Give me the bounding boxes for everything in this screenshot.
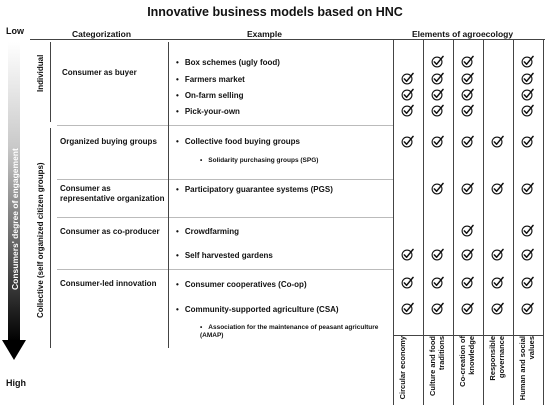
- category-organized: Organized buying groups: [60, 137, 157, 146]
- header-elements: Elements of agroecology: [412, 29, 514, 39]
- header-categorization: Categorization: [72, 29, 132, 39]
- check-icon: [491, 276, 504, 289]
- axis-label: Consumers' degree of engagement: [10, 148, 20, 290]
- example-item: • Pick-your-own: [176, 107, 240, 116]
- diagram-title: Innovative business models based on HNC: [147, 5, 403, 19]
- group-collective: Collective (self organized citizen groups): [36, 162, 45, 318]
- check-icon: [521, 224, 534, 237]
- category-led: Consumer-led innovation: [60, 279, 157, 288]
- element-header-culture: Culture and food traditions: [428, 336, 446, 396]
- check-icon: [521, 88, 534, 101]
- check-icon: [461, 55, 474, 68]
- check-icon: [401, 88, 414, 101]
- check-icon: [461, 248, 474, 261]
- check-icon: [401, 72, 414, 85]
- example-item: • Community-supported agriculture (CSA): [176, 305, 339, 314]
- check-icon: [431, 248, 444, 261]
- check-icon: [521, 135, 534, 148]
- example-item: • On-farm selling: [176, 91, 244, 100]
- example-item: • Farmers market: [176, 75, 245, 84]
- check-icon: [521, 72, 534, 85]
- check-icon: [491, 135, 504, 148]
- check-icon: [431, 182, 444, 195]
- element-header-governance: Responsible governance: [488, 336, 506, 381]
- example-item: • Consumer cooperatives (Co-op): [176, 280, 307, 289]
- header-example: Example: [247, 29, 282, 39]
- category-representative: Consumer as representative organization: [60, 184, 165, 203]
- element-header-circular: Circular economy: [398, 336, 407, 400]
- element-header-cocreation: Co-creation of knowledge: [458, 336, 476, 387]
- check-icon: [521, 182, 534, 195]
- example-item: • Participatory guarantee systems (PGS): [176, 185, 333, 194]
- group-individual: Individual: [36, 54, 45, 92]
- check-icon: [521, 104, 534, 117]
- check-icon: [491, 302, 504, 315]
- check-icon: [491, 248, 504, 261]
- check-icon: [491, 182, 504, 195]
- check-icon: [431, 88, 444, 101]
- low-label: Low: [6, 26, 24, 36]
- check-icon: [401, 302, 414, 315]
- check-icon: [401, 135, 414, 148]
- category-coproducer: Consumer as co-producer: [60, 227, 160, 236]
- category-buyer: Consumer as buyer: [62, 68, 137, 77]
- check-icon: [461, 276, 474, 289]
- check-icon: [401, 248, 414, 261]
- example-item: • Collective food buying groups: [176, 137, 300, 146]
- check-icon: [521, 55, 534, 68]
- check-icon: [461, 224, 474, 237]
- check-icon: [461, 302, 474, 315]
- example-subitem: • Solidarity purchasing groups (SPG): [200, 157, 318, 165]
- check-icon: [461, 72, 474, 85]
- check-icon: [431, 72, 444, 85]
- check-icon: [431, 55, 444, 68]
- check-icon: [431, 302, 444, 315]
- check-icon: [401, 104, 414, 117]
- example-item: • Box schemes (ugly food): [176, 58, 280, 67]
- example-item: • Crowdfarming: [176, 227, 239, 236]
- element-header-human: Human and social values: [518, 336, 536, 401]
- check-icon: [521, 248, 534, 261]
- check-icon: [431, 135, 444, 148]
- check-icon: [431, 104, 444, 117]
- check-icon: [461, 104, 474, 117]
- check-icon: [521, 276, 534, 289]
- check-icon: [521, 302, 534, 315]
- check-icon: [461, 182, 474, 195]
- check-icon: [431, 276, 444, 289]
- check-icon: [461, 88, 474, 101]
- check-icon: [401, 276, 414, 289]
- high-label: High: [6, 378, 26, 388]
- check-icon: [461, 135, 474, 148]
- example-item: • Self harvested gardens: [176, 251, 273, 260]
- example-subitem: • Association for the maintenance of peasant agriculture (AMAP): [200, 324, 385, 340]
